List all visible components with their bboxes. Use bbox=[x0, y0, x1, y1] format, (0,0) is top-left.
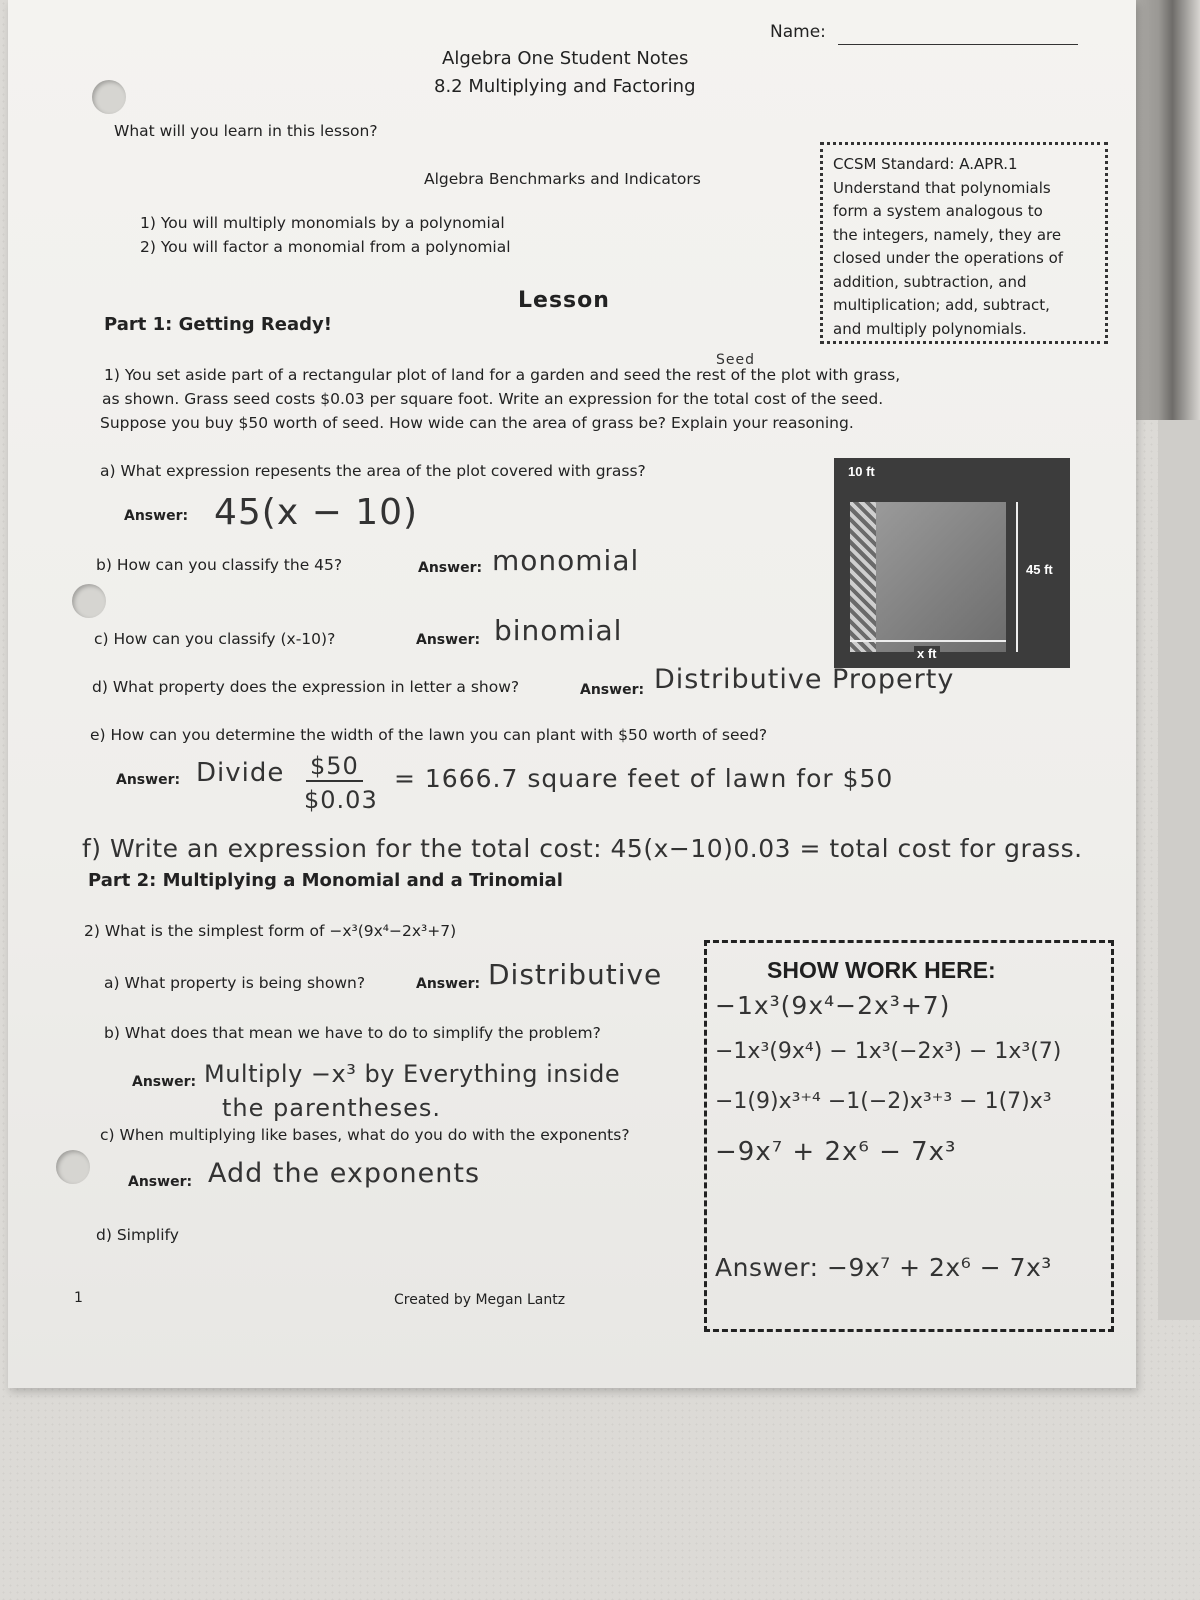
background-edge-lower bbox=[1158, 420, 1200, 1320]
standard-line: CCSM Standard: A.APR.1 bbox=[833, 155, 1018, 173]
answer-1c: binomial bbox=[494, 614, 623, 647]
work-step: −1x³(9x⁴−2x³+7) bbox=[715, 991, 951, 1020]
benchmarks-heading: Algebra Benchmarks and Indicators bbox=[424, 170, 701, 188]
credit-line: Created by Megan Lantz bbox=[394, 1292, 566, 1308]
height-dimension-line bbox=[1016, 502, 1018, 652]
hole-punch bbox=[56, 1150, 90, 1184]
work-step: −1x³(9x⁴) − 1x³(−2x³) − 1x³(7) bbox=[715, 1039, 1062, 1064]
work-step: −1(9)x³⁺⁴ −1(−2)x³⁺³ − 1(7)x³ bbox=[715, 1089, 1052, 1114]
standard-line: multiplication; add, subtract, bbox=[833, 296, 1050, 314]
page-number: 1 bbox=[74, 1290, 83, 1306]
name-line[interactable] bbox=[838, 44, 1078, 45]
fraction-numerator: $50 bbox=[306, 752, 363, 782]
answer-label: Answer: bbox=[116, 772, 181, 788]
handwritten-seed: Seed bbox=[716, 352, 755, 368]
objective-item: 1) You will multiply monomials by a polynomial bbox=[140, 214, 505, 232]
answer-label: Answer: bbox=[128, 1174, 193, 1190]
garden-area bbox=[850, 502, 876, 652]
standard-line: addition, subtraction, and bbox=[833, 272, 1027, 291]
question-1e: e) How can you determine the width of the lawn you can plant with $50 worth of seed? bbox=[90, 726, 768, 744]
problem1-line: as shown. Grass seed costs $0.03 per square foot. Write an expression for the total cost of the seed. bbox=[102, 390, 884, 408]
fraction-denominator: $0.03 bbox=[304, 786, 378, 814]
learn-question: What will you learn in this lesson? bbox=[114, 122, 378, 140]
title-line1: Algebra One Student Notes bbox=[442, 48, 689, 69]
work-step: −9x⁷ + 2x⁶ − 7x³ bbox=[715, 1137, 957, 1167]
width-dimension-line bbox=[850, 640, 1006, 642]
answer-1f: f) Write an expression for the total cost: 45(x−10)0.03 = total cost for grass. bbox=[82, 834, 1083, 863]
answer-1a: 45(x − 10) bbox=[214, 492, 419, 533]
answer-1b: monomial bbox=[492, 544, 640, 577]
answer-2a: Distributive bbox=[488, 958, 663, 991]
objective-item: 2) You will factor a monomial from a polynomial bbox=[140, 238, 511, 256]
figure-label-bottom: x ft bbox=[914, 646, 940, 661]
answer-label: Answer: bbox=[416, 976, 481, 992]
answer-2b-line1: Multiply −x³ by Everything inside bbox=[204, 1060, 621, 1088]
grass-area bbox=[876, 502, 1006, 652]
problem1-line: Suppose you buy $50 worth of seed. How wide can the area of grass be? Explain your reasoning. bbox=[100, 414, 854, 432]
standard-box bbox=[820, 142, 1108, 344]
part2-heading: Part 2: Multiplying a Monomial and a Trinomial bbox=[88, 870, 563, 891]
question-1a: a) What expression repesents the area of the plot covered with grass? bbox=[100, 462, 646, 480]
work-answer: Answer: −9x⁷ + 2x⁶ − 7x³ bbox=[715, 1253, 1052, 1282]
name-label: Name: bbox=[770, 22, 826, 42]
question-2a: a) What property is being shown? bbox=[104, 974, 366, 992]
standard-line: and multiply polynomials. bbox=[833, 319, 1027, 338]
answer-label: Answer: bbox=[580, 682, 645, 698]
answer-label: Answer: bbox=[416, 632, 481, 648]
lesson-heading: Lesson bbox=[518, 288, 610, 313]
answer-1d: Distributive Property bbox=[654, 664, 955, 695]
answer-1e-result: = 1666.7 square feet of lawn for $50 bbox=[394, 764, 894, 793]
standard-line: the integers, namely, they are bbox=[833, 225, 1062, 244]
worksheet-page bbox=[8, 0, 1136, 1388]
question-1b: b) How can you classify the 45? bbox=[96, 556, 343, 574]
answer-2b-line2: the parentheses. bbox=[222, 1094, 442, 1122]
question-1d: d) What property does the expression in letter a show? bbox=[92, 678, 520, 696]
answer-label: Answer: bbox=[124, 508, 189, 524]
title-line2: 8.2 Multiplying and Factoring bbox=[434, 76, 696, 97]
question-2b: b) What does that mean we have to do to simplify the problem? bbox=[104, 1024, 601, 1042]
hole-punch bbox=[92, 80, 126, 114]
question-2d: d) Simplify bbox=[96, 1226, 179, 1244]
standard-line: Understand that polynomials bbox=[833, 178, 1051, 197]
problem1-line: 1) You set aside part of a rectangular plot of land for a garden and seed the rest of the plot with grass, bbox=[104, 366, 901, 384]
answer-1e-word: Divide bbox=[196, 758, 285, 788]
standard-line: form a system analogous to bbox=[833, 202, 1043, 220]
figure-label-right: 45 ft bbox=[1026, 562, 1053, 577]
question-2c: c) When multiplying like bases, what do you do with the exponents? bbox=[100, 1126, 630, 1144]
work-title: SHOW WORK HERE: bbox=[767, 957, 996, 983]
hole-punch bbox=[72, 584, 106, 618]
part1-heading: Part 1: Getting Ready! bbox=[104, 314, 332, 335]
problem2: 2) What is the simplest form of −x³(9x⁴−2x³+7) bbox=[84, 922, 457, 940]
question-1c: c) How can you classify (x-10)? bbox=[94, 630, 336, 648]
garden-plot-figure bbox=[834, 458, 1070, 668]
answer-2c: Add the exponents bbox=[208, 1158, 481, 1189]
standard-line: closed under the operations of bbox=[833, 249, 1064, 267]
show-work-box bbox=[704, 940, 1114, 1332]
answer-label: Answer: bbox=[132, 1074, 197, 1090]
answer-label: Answer: bbox=[418, 560, 483, 576]
figure-label-top: 10 ft bbox=[848, 464, 875, 479]
